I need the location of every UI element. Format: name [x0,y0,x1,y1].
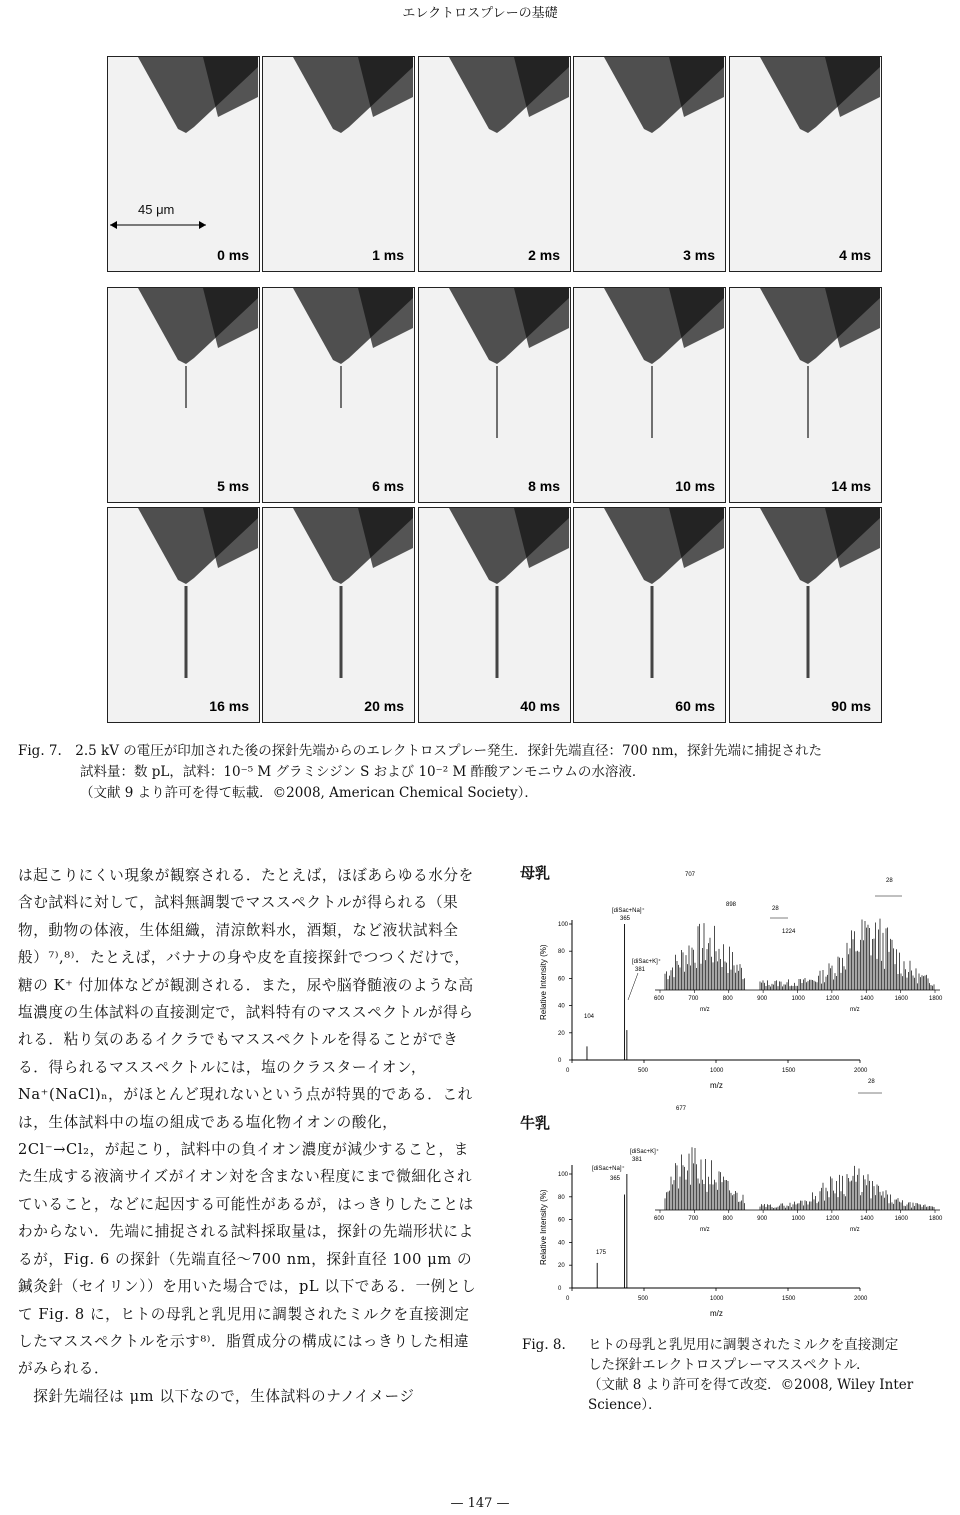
frame-time-label: 6 ms [372,478,404,494]
fig8-caption-line-3: （文献 8 より許可を得て改変．©2008, Wiley Inter [588,1377,914,1393]
frame-time-label: 1 ms [372,247,404,263]
fig7-frame [107,507,260,723]
panel2-ylabel: Relative Intensity (%) [539,1189,548,1265]
fig7-frame [107,56,260,272]
y-tick-label: 20 [558,1030,565,1037]
panel1-ann-381: 381 [635,967,646,973]
panel1-ann-365: 365 [620,916,631,922]
fig8-caption-line-2: した探針エレクトロスプレーマススペクトル． [588,1357,870,1373]
fig7-frame [729,56,882,272]
frame-time-label: 5 ms [217,478,249,494]
x-tick-label: 0 [566,1068,570,1074]
fig7-frame [729,287,882,503]
spectrum-panel-1 [539,872,943,1090]
x-tick-label: 0 [566,1296,570,1302]
fig7-frame [729,507,882,723]
probe-tip-image [419,57,571,272]
probe-tip-image [730,508,882,723]
frame-time-label: 20 ms [364,698,404,714]
inset-tick-label: 1200 [825,996,840,1002]
panel1-inset-xlabel: m/z [700,1007,710,1013]
panel2-ann-175: 175 [596,1250,607,1256]
frame-time-label: 90 ms [831,698,871,714]
fig7-frame [262,287,415,503]
inset-tick-label: 800 [722,1216,733,1222]
frame-time-label: 10 ms [675,478,715,494]
fig8-caption-line-1: ヒトの母乳と乳児用に調製されたミルクを直接測定 [588,1337,899,1353]
x-tick-label: 500 [638,1068,649,1074]
panel1-ann-28b: 28 [886,878,893,884]
probe-tip-image [263,508,415,723]
probe-tip-image [574,288,726,503]
spectrum-title-breast-milk: 母乳 [520,864,551,882]
inset-tick-label: 1400 [860,996,874,1002]
fig8-caption-label: Fig. 8. [522,1337,566,1353]
panel1-ann-707: 707 [685,872,696,878]
x-tick-label: 1500 [782,1296,796,1302]
fig7-frame [418,56,571,272]
inset-tick-label: 1400 [860,1216,874,1222]
inset-tick-label: 700 [688,996,699,1002]
body-paragraph-1: は起こりにくい現象が観察される．たとえば，ほぼあらゆる水分を含む試料に対して，試料無調製でマススペクトルが得られる（果物，動物の体液，生体組織，清涼飲料水，酒類，など液状試料全般）⁷⁾,⁸⁾．たとえば，バナナの身や皮を直接探針でつつくだけで，糖の K⁺ 付加体などが観測される．また，尿や脳脊髄液のような高塩濃度の生体試料の直接測定で，試料特有のマススペクトルが得られる．粘り気のあるイクラでもマススペクトルを得ることができる．得られるマススペクトルには，塩のクラスターイオン，Na⁺(NaCl)ₙ，がほとんど現れないという点が特異的である．これは，生体試料中の塩の組成である塩化物イオンの酸化，2Cl⁻→Cl₂，が起こり，試料中の負イオン濃度が減少すること，また生成する液滴サイズがイオン対を含まない程度にまで微細化されていること，などに起因する可能性があるが，はっきりしたことはわからない．先端に捕捉される試料採取量は，探針の先端形状によるが，Fig. 6 の探針（先端直径〜700 nm，探針直径 100 μm の鍼灸針（セイリン））を用いた場合では，pL 以下である．一例として Fig. 8 に，ヒトの母乳と乳児用に調製されたミルクを直接測定したマススペクトルを示す⁸⁾．脂質成分の構成にはっきりした相違がみられる． [18,867,477,1378]
y-tick-label: 0 [558,1058,562,1064]
panel2-inset-xlabel-2: m/z [850,1227,860,1233]
fig7-frame [262,56,415,272]
probe-tip-image [419,288,571,503]
inset-tick-label: 700 [688,1216,699,1222]
frame-time-label: 3 ms [683,247,715,263]
panel1-xlabel: m/z [710,1081,723,1090]
y-tick-label: 40 [558,1003,565,1010]
frame-time-label: 40 ms [520,698,560,714]
panel2-ann-677: 677 [676,1106,687,1112]
inset-tick-label: 1800 [929,996,943,1002]
y-tick-label: 100 [558,922,569,928]
frame-time-label: 0 ms [217,247,249,263]
frame-time-label: 2 ms [528,247,560,263]
y-tick-label: 60 [558,1217,565,1224]
panel1-ann-1224: 1224 [782,929,796,935]
y-tick-label: 40 [558,1240,565,1247]
panel1-ann-diSacNa: [diSac+Na]⁺ [612,908,645,914]
inset-tick-label: 1000 [791,996,805,1002]
page-number: — 147 — [450,1496,510,1511]
fig7-frame [573,56,726,272]
probe-tip-image [263,288,415,503]
inset-tick-label: 800 [722,996,733,1002]
fig7-frame [573,287,726,503]
fig7-caption-line-3: （文献 9 より許可を得て転載．©2008, American Chemical Society）． [80,785,538,801]
x-tick-label: 1000 [710,1296,724,1302]
frame-time-label: 60 ms [675,698,715,714]
panel2-xlabel: m/z [710,1309,723,1318]
panel2-ann-diSacK: [diSac+K]⁺ [630,1149,660,1155]
panel1-ylabel: Relative Intensity (%) [539,944,548,1020]
body-text [18,862,478,1410]
inset-tick-label: 600 [654,1216,665,1222]
frame-time-label: 16 ms [209,698,249,714]
probe-tip-image [730,57,882,272]
probe-tip-image [574,57,726,272]
fig7-frame [418,287,571,503]
x-tick-label: 2000 [854,1068,868,1074]
fig7-frame [418,507,571,723]
panel1-ann-104: 104 [584,1014,595,1020]
probe-tip-image [730,288,882,503]
fig7-scale-label: 45 μm [138,202,175,217]
x-tick-label: 1500 [782,1068,796,1074]
inset-tick-label: 900 [757,1216,768,1222]
fig7-frame [262,507,415,723]
probe-tip-image [108,288,260,503]
spectrum-panel-2 [539,1079,943,1318]
y-tick-label: 100 [558,1172,569,1178]
probe-tip-image [419,508,571,723]
frame-time-label: 14 ms [831,478,871,494]
running-title: エレクトロスプレーの基礎 [402,6,558,21]
inset-tick-label: 1600 [894,1216,908,1222]
fig7-caption-line-1: Fig. 7. 2.5 kV の電圧が印加された後の探針先端からのエレクトロスプレー発生．探針先端直径：700 nm，探針先端に捕捉された [18,743,823,759]
x-tick-label: 1000 [710,1068,724,1074]
panel1-inset-xlabel-2: m/z [850,1007,860,1013]
y-tick-label: 80 [558,949,565,956]
panel1-ann-898: 898 [726,902,737,908]
panel2-ann-28: 28 [868,1079,875,1085]
inset-tick-label: 1000 [791,1216,805,1222]
panel1-ann-diSacK: [diSac+K]⁺ [632,959,662,965]
y-tick-label: 80 [558,1194,565,1201]
panel2-ann-381: 381 [632,1157,643,1163]
spectrum-title-formula-milk: 牛乳 [520,1114,551,1132]
inset-tick-label: 1200 [825,1216,840,1222]
y-tick-label: 60 [558,976,565,983]
fig8-caption-line-4: Science）． [588,1397,662,1413]
scale-bar [108,57,260,272]
panel2-ann-diSacNa: [diSac+Na]⁺ [592,1166,625,1172]
y-tick-label: 0 [558,1286,562,1292]
fig7-frame [573,507,726,723]
inset-tick-label: 900 [757,996,768,1002]
inset-tick-label: 1600 [894,996,908,1002]
body-paragraph-2: 探針先端径は μm 以下なので，生体試料のナノイメージ [18,1387,415,1405]
x-tick-label: 2000 [854,1296,868,1302]
panel2-ann-365: 365 [610,1176,621,1182]
fig8-spectra [520,860,950,1330]
probe-tip-image [108,508,260,723]
fig7-image-grid [0,0,960,735]
fig7-caption-line-2: 試料量：数 pL，試料：10⁻⁵ M グラミシジン S および 10⁻² M 酢酸アンモニウムの水溶液． [80,764,646,780]
inset-tick-label: 600 [654,996,665,1002]
fig7-frame [107,287,260,503]
panel1-ann-28a: 28 [772,906,779,912]
x-tick-label: 500 [638,1296,649,1302]
probe-tip-image [574,508,726,723]
probe-tip-image [263,57,415,272]
frame-time-label: 4 ms [839,247,871,263]
inset-tick-label: 1800 [929,1216,943,1222]
frame-time-label: 8 ms [528,478,560,494]
y-tick-label: 20 [558,1263,565,1270]
panel2-inset-xlabel: m/z [700,1227,710,1233]
